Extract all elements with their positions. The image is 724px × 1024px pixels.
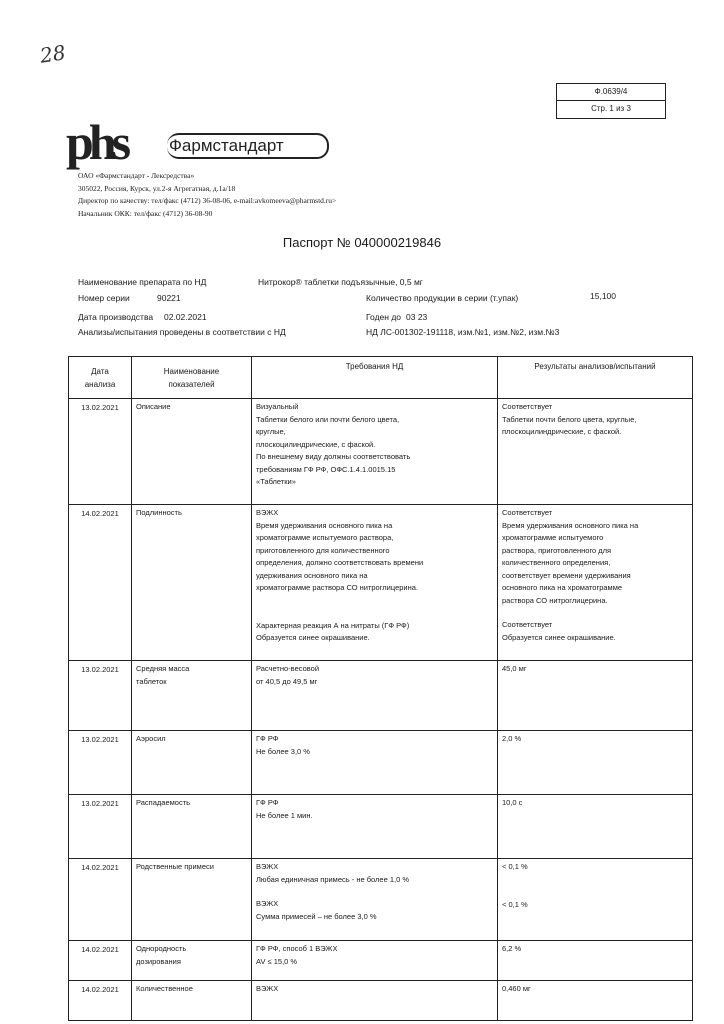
expiry-label: Годен до [366, 312, 402, 322]
table-row [69, 399, 693, 505]
row-parameter: Описание [132, 399, 252, 505]
row-requirement: ГФ РФ Не более 3,0 % [252, 731, 498, 795]
logo-mark: phs [66, 114, 127, 170]
table-row [69, 731, 693, 795]
drug-name-value: Нитрокор® таблетки подъязычные, 0,5 мг [258, 277, 423, 287]
row-result [498, 505, 693, 661]
row-result: Соответствует Таблетки почти белого цвета, круглые, плоскоцилиндрические, с фаской. [498, 399, 693, 505]
header-parameter: Наименование показателей [132, 357, 252, 399]
table-row [69, 505, 693, 661]
row-date: 14.02.2021 [69, 981, 132, 1021]
row-parameter: Распадаемость [132, 795, 252, 859]
row-result: 45,0 мг [498, 661, 693, 731]
row-requirement [252, 505, 498, 661]
result-part-1: < 0,1 % [502, 862, 528, 871]
row-requirement [252, 859, 498, 941]
quantity-value: 15,100 [590, 291, 616, 301]
row-date: 13.02.2021 [69, 795, 132, 859]
row-result [498, 859, 693, 941]
header-date: Дата анализа [69, 357, 132, 399]
passport-title: Паспорт № 040000219846 [282, 235, 442, 250]
row-result: 0,460 мг [498, 981, 693, 1021]
requirement-part-2: ВЭЖХ Сумма примесей – не более 3,0 % [256, 899, 377, 921]
row-result: 2,0 % [498, 731, 693, 795]
production-date-value: 02.02.2021 [164, 312, 207, 322]
logo-text: Фармстандарт [167, 133, 329, 159]
row-requirement: Расчетно-весовой от 40,5 до 49,5 мг [252, 661, 498, 731]
quality-director-contact: Директор по качеству: тел/факс (4712) 36-08-06, e-mail:avkomeeva@pharmstd.ru> [78, 196, 337, 205]
row-requirement: Визуальный Таблетки белого или почти белого цвета, круглые, плоскоцилиндрические, с фаской. По внешнему виду должны соответствовать требованиям ГФ РФ, ОФС.1.4.1.0015.15 «Таблетки» [252, 399, 498, 505]
form-code: Ф.0639/4 [594, 87, 628, 96]
batch-label: Номер серии [78, 293, 130, 303]
row-requirement: ГФ РФ, способ 1 ВЭЖХ AV ≤ 15,0 % [252, 941, 498, 981]
handwritten-page-note: 28 [38, 40, 67, 68]
row-requirement: ГФ РФ Не более 1 мин. [252, 795, 498, 859]
row-requirement: ВЭЖХ [252, 981, 498, 1021]
table-row [69, 795, 693, 859]
expiry-value: 03 23 [406, 312, 428, 322]
row-result: 6,2 % [498, 941, 693, 981]
table-row [69, 981, 693, 1021]
row-parameter: Подлинность [132, 505, 252, 661]
batch-value: 90221 [157, 293, 181, 303]
table-row [69, 661, 693, 731]
table-row [69, 941, 693, 981]
requirement-part-1: ВЭЖХ Время удерживания основного пика на хроматограмме испытуемого раствора, приготовленного для количественного определения, должно соответствовать времени удерживания основного пика на хроматограмме раствора СО нитроглицерина. [256, 508, 424, 592]
form-code-box [556, 83, 666, 119]
analysis-basis-value: НД ЛС-001302-191118, изм.№1, изм.№2, изм.№3 [366, 327, 560, 337]
company-name: ОАО «Фармстандарт - Лексредства» [78, 171, 195, 180]
analysis-basis-label: Анализы/испытания проведены в соответствии с НД [78, 327, 286, 337]
test-results-table [68, 356, 693, 1021]
quantity-label: Количество продукции в серии (т.упак) [366, 293, 519, 303]
production-date-label: Дата производства [78, 312, 154, 322]
drug-name-label: Наименование препарата по НД [78, 277, 207, 287]
row-parameter: Количественное [132, 981, 252, 1021]
result-part-2: < 0,1 % [502, 899, 528, 909]
company-address: 305022, Россия, Курск, ул.2-я Агрегатная, д.1а/18 [78, 183, 236, 193]
requirement-part-2: Характерная реакция А на нитраты (ГФ РФ) Образуется синее окрашивание. [256, 620, 410, 642]
row-date: 13.02.2021 [69, 731, 132, 795]
company-details [78, 170, 336, 220]
row-date: 14.02.2021 [69, 859, 132, 941]
qc-head-contact: Начальник ОКК: тел/факс (4712) 36-08-90 [78, 208, 213, 218]
header-requirements: Требования НД [252, 357, 498, 399]
row-date: 14.02.2021 [69, 941, 132, 981]
row-date: 13.02.2021 [69, 399, 132, 505]
requirement-part-1: ВЭЖХ Любая единичная примесь - не более 1,0 % [256, 862, 410, 884]
result-part-1: Соответствует Время удерживания основного пика на хроматограмме испытуемого раствора, приготовленного для количественного определения, соответствует времени удерживания основного пика на хроматограмме раствора СО нитроглицерина. [502, 508, 639, 605]
row-parameter: Средняя масса таблеток [132, 661, 252, 731]
row-result: 10,0 с [498, 795, 693, 859]
row-parameter: Однородность дозирования [132, 941, 252, 981]
table-row [69, 859, 693, 941]
result-part-2: Соответствует Образуется синее окрашивание. [502, 620, 616, 642]
table-header-row [69, 357, 693, 399]
row-date: 13.02.2021 [69, 661, 132, 731]
row-date: 14.02.2021 [69, 505, 132, 661]
header-results: Результаты анализов/испытаний [498, 357, 693, 399]
page-counter: Стр. 1 из 3 [557, 100, 665, 117]
row-parameter: Аэросил [132, 731, 252, 795]
row-parameter: Родственные примеси [132, 859, 252, 941]
